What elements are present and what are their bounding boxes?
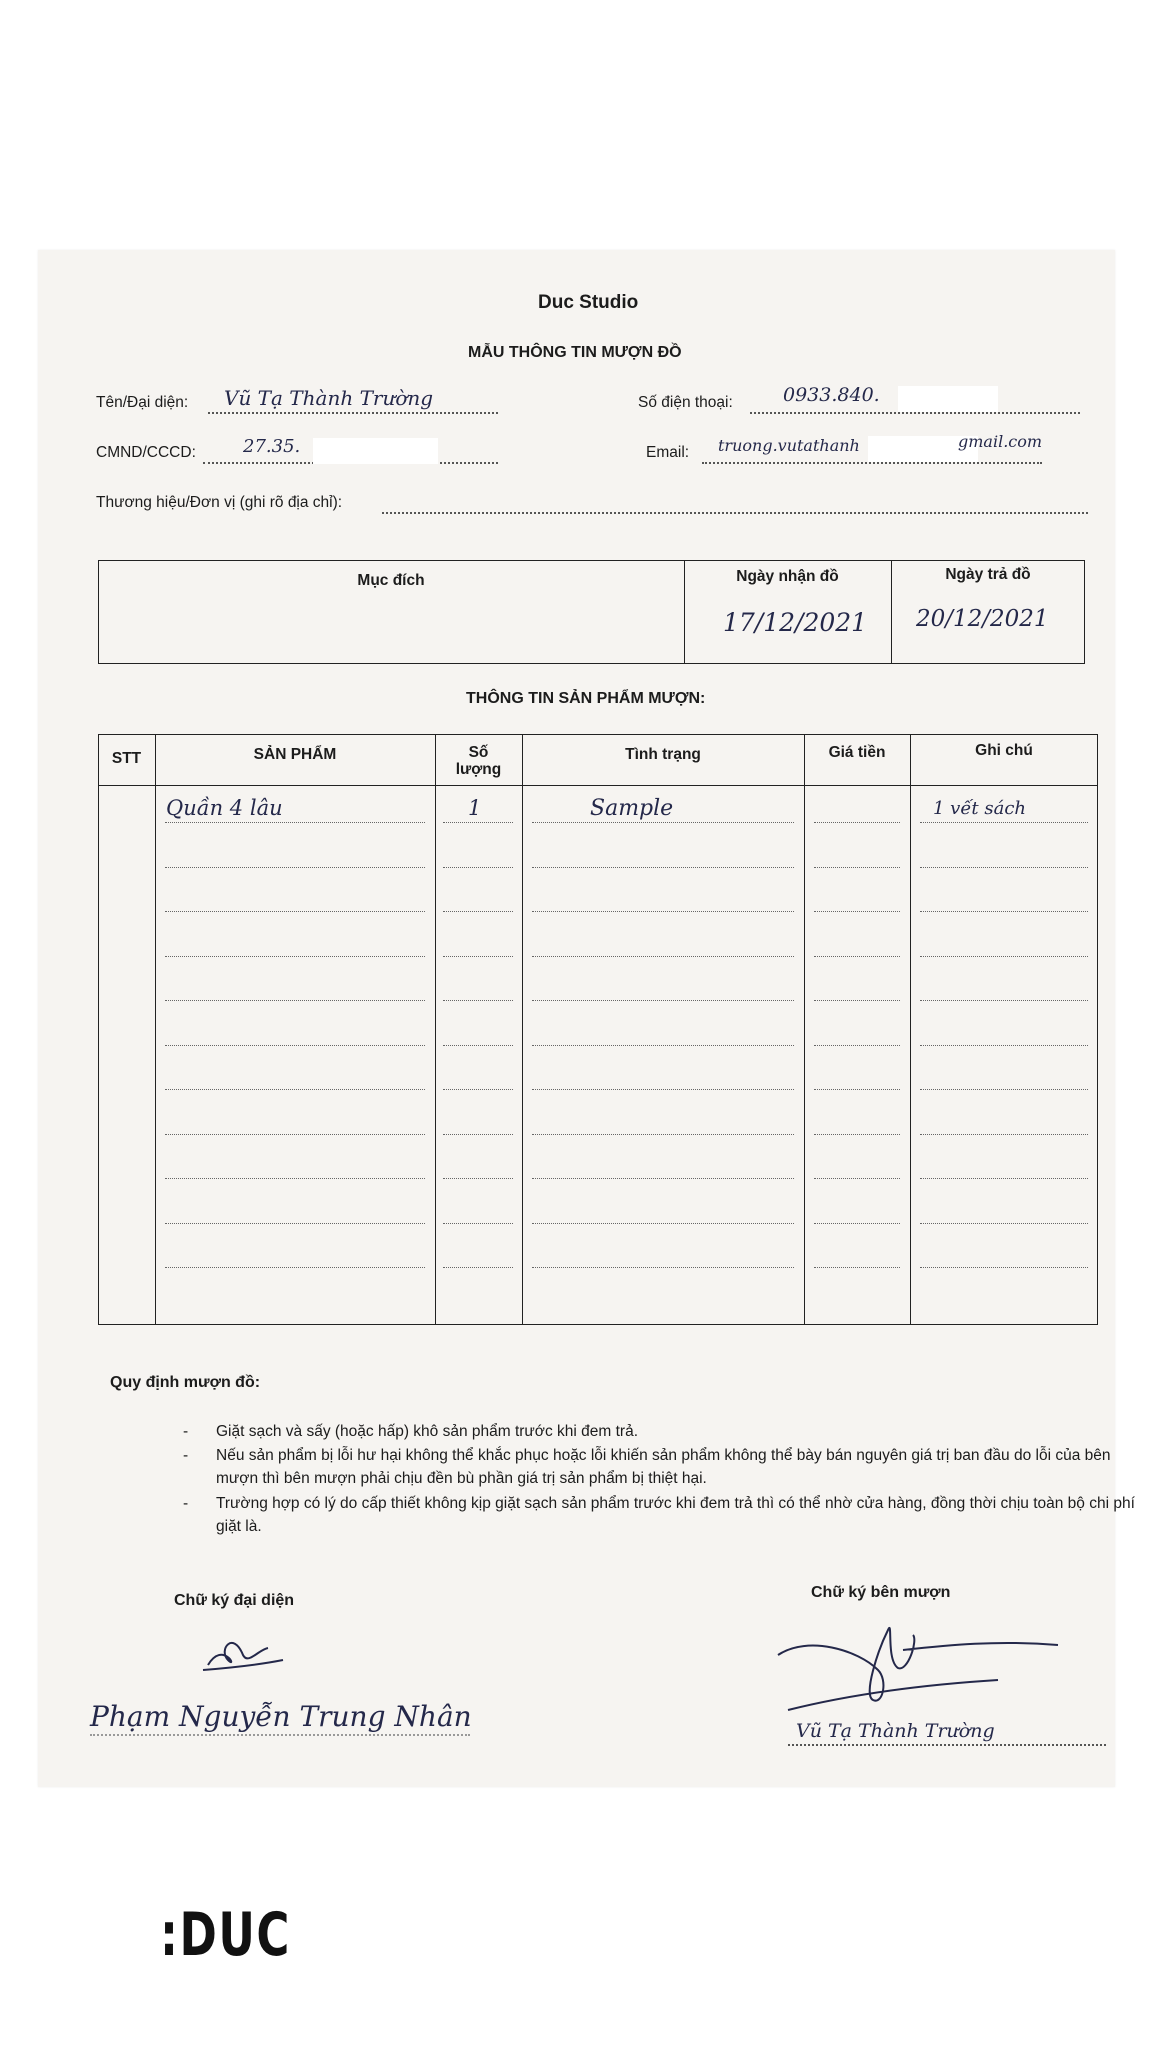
duc-logo: :DUC bbox=[160, 1900, 291, 1970]
name-label: Tên/Đại diện: bbox=[96, 394, 189, 411]
name-dotline bbox=[208, 412, 498, 414]
writing-dotline bbox=[814, 1045, 900, 1046]
id-value: 27.35. bbox=[243, 436, 301, 457]
row1-note: 1 vết sách bbox=[933, 798, 1027, 819]
rule-bullet: - bbox=[183, 1495, 189, 1512]
writing-dotline bbox=[165, 911, 425, 912]
header-stt: STT bbox=[111, 750, 142, 767]
writing-dotline bbox=[165, 1134, 425, 1135]
phone-dotline bbox=[750, 412, 1080, 414]
email-value-a: truong.vutathanh bbox=[718, 436, 860, 455]
writing-dotline bbox=[532, 1178, 794, 1179]
col-divider-product bbox=[435, 734, 436, 1325]
purpose-header: Mục đích bbox=[357, 572, 425, 589]
writing-dotline bbox=[814, 1223, 900, 1224]
writing-dotline bbox=[814, 1000, 900, 1001]
header-qty-line2: lượng bbox=[455, 761, 502, 778]
email-value-b: gmail.com bbox=[958, 432, 1043, 451]
col-divider-condition bbox=[804, 734, 805, 1325]
phone-redaction bbox=[898, 386, 998, 412]
borrower-name-dotline bbox=[788, 1744, 1106, 1746]
rule-item bbox=[183, 1420, 1136, 1443]
company-name: Duc Studio bbox=[538, 292, 639, 313]
form-title: MẪU THÔNG TIN MƯỢN ĐỒ bbox=[468, 344, 682, 361]
rep-name-dotline bbox=[90, 1734, 470, 1736]
writing-dotline bbox=[814, 822, 900, 823]
phone-value: 0933.840. bbox=[783, 384, 880, 406]
rule-bullet: - bbox=[183, 1447, 189, 1464]
writing-dotline bbox=[532, 1089, 794, 1090]
product-table-header-line bbox=[98, 785, 1098, 786]
writing-dotline bbox=[443, 1178, 513, 1179]
writing-dotline bbox=[443, 1267, 513, 1268]
writing-dotline bbox=[443, 1223, 513, 1224]
writing-dotline bbox=[443, 911, 513, 912]
writing-dotline bbox=[814, 867, 900, 868]
writing-dotline bbox=[920, 1000, 1088, 1001]
writing-dotline bbox=[814, 1267, 900, 1268]
brand-label: Thương hiệu/Đơn vị (ghi rõ địa chỉ): bbox=[96, 494, 343, 511]
writing-dotline bbox=[532, 1267, 794, 1268]
col-divider-price bbox=[910, 734, 911, 1325]
header-product: SẢN PHẨM bbox=[253, 746, 337, 763]
return-date-value: 20/12/2021 bbox=[916, 606, 1049, 632]
writing-dotline bbox=[443, 1045, 513, 1046]
writing-dotline bbox=[532, 1000, 794, 1001]
receive-date-value: 17/12/2021 bbox=[723, 608, 868, 637]
writing-dotline bbox=[443, 867, 513, 868]
writing-dotline bbox=[920, 1089, 1088, 1090]
receive-date-header: Ngày nhận đồ bbox=[736, 568, 839, 585]
form-paper bbox=[38, 250, 1135, 1787]
id-label: CMND/CCCD: bbox=[96, 444, 196, 461]
rep-signature-label: Chữ ký đại diện bbox=[174, 1592, 295, 1609]
rules-title: Quy định mượn đồ: bbox=[110, 1374, 261, 1391]
header-note: Ghi chú bbox=[975, 742, 1033, 759]
writing-dotline bbox=[532, 867, 794, 868]
writing-dotline bbox=[920, 1045, 1088, 1046]
writing-dotline bbox=[443, 1000, 513, 1001]
writing-dotline bbox=[532, 911, 794, 912]
rule-item bbox=[183, 1492, 1136, 1538]
writing-dotline bbox=[443, 1089, 513, 1090]
return-date-header: Ngày trả đồ bbox=[945, 566, 1031, 583]
brand-dotline bbox=[382, 512, 1088, 514]
writing-dotline bbox=[165, 1178, 425, 1179]
writing-dotline bbox=[920, 911, 1088, 912]
writing-dotline bbox=[165, 822, 425, 823]
row1-product: Quần 4 lâu bbox=[166, 796, 283, 820]
borrower-signature-label: Chữ ký bên mượn bbox=[811, 1584, 951, 1601]
col-divider-stt bbox=[155, 734, 156, 1325]
writing-dotline bbox=[532, 1045, 794, 1046]
writing-dotline bbox=[165, 1267, 425, 1268]
rule-text: Giặt sạch và sấy (hoặc hấp) khô sản phẩm trước khi đem trả. bbox=[216, 1423, 639, 1440]
writing-dotline bbox=[920, 956, 1088, 957]
header-qty bbox=[435, 744, 522, 778]
rule-item bbox=[183, 1444, 1136, 1490]
writing-dotline bbox=[165, 1045, 425, 1046]
row1-qty: 1 bbox=[468, 796, 482, 820]
writing-dotline bbox=[920, 1178, 1088, 1179]
writing-dotline bbox=[165, 956, 425, 957]
rep-name: Phạm Nguyễn Trung Nhân bbox=[90, 1700, 472, 1733]
header-qty-line1: Số bbox=[468, 744, 489, 761]
writing-dotline bbox=[814, 1134, 900, 1135]
header-condition: Tình trạng bbox=[625, 746, 701, 763]
writing-dotline bbox=[532, 956, 794, 957]
writing-dotline bbox=[165, 1000, 425, 1001]
writing-dotline bbox=[165, 1089, 425, 1090]
email-label: Email: bbox=[646, 444, 690, 461]
writing-dotline bbox=[814, 1178, 900, 1179]
writing-dotline bbox=[165, 867, 425, 868]
product-section-title: THÔNG TIN SẢN PHẨM MƯỢN: bbox=[466, 690, 706, 707]
rule-text: Nếu sản phẩm bị lỗi hư hại không thể khắc phục hoặc lỗi khiến sản phẩm không thể bày bán nguyên giá trị ban đầu do lỗi của bên mượn thì bên mượn phải chịu đền bù phần giá trị sản phẩm bị thiệt hại. bbox=[216, 1447, 1111, 1487]
borrower-signature-mark bbox=[768, 1610, 1068, 1720]
writing-dotline bbox=[920, 822, 1088, 823]
writing-dotline bbox=[165, 1223, 425, 1224]
rule-text: Trường hợp có lý do cấp thiết không kịp giặt sạch sản phẩm trước khi đem trả thì có thể nhờ cửa hàng, đồng thời chịu toàn bộ chi phí giặt là. bbox=[216, 1495, 1135, 1535]
header-price: Giá tiền bbox=[828, 744, 886, 761]
email-dotline bbox=[702, 462, 1042, 464]
writing-dotline bbox=[814, 1089, 900, 1090]
rep-signature-mark bbox=[198, 1620, 288, 1680]
name-value: Vũ Tạ Thành Trường bbox=[224, 386, 434, 410]
writing-dotline bbox=[443, 822, 513, 823]
col-divider-qty bbox=[522, 734, 523, 1325]
phone-label: Số điện thoại: bbox=[638, 394, 733, 411]
row1-condition: Sample bbox=[590, 796, 674, 821]
borrower-name: Vũ Tạ Thành Trường bbox=[796, 1720, 995, 1742]
writing-dotline bbox=[920, 1134, 1088, 1135]
id-redaction bbox=[313, 438, 438, 464]
writing-dotline bbox=[443, 1134, 513, 1135]
writing-dotline bbox=[532, 1134, 794, 1135]
writing-dotline bbox=[532, 822, 794, 823]
writing-dotline bbox=[443, 956, 513, 957]
writing-dotline bbox=[920, 1223, 1088, 1224]
writing-dotline bbox=[920, 1267, 1088, 1268]
writing-dotline bbox=[814, 911, 900, 912]
writing-dotline bbox=[814, 956, 900, 957]
writing-dotline bbox=[532, 1223, 794, 1224]
writing-dotline bbox=[920, 867, 1088, 868]
rule-bullet: - bbox=[183, 1423, 189, 1440]
